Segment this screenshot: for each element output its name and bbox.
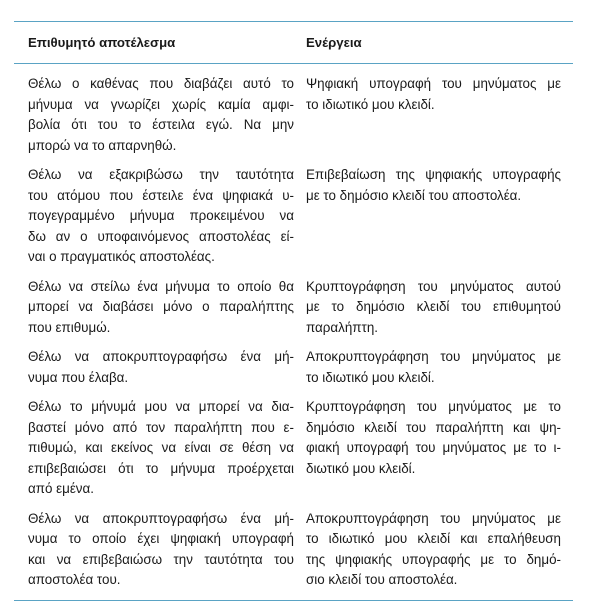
table-row <box>14 347 573 388</box>
action-cell <box>294 277 573 339</box>
action-cell <box>294 509 573 591</box>
action-line: Κρυπτογράφηση του μηνύματος με το <box>306 399 561 414</box>
action-line: Αποκρυπτογράφηση του μηνύματος με <box>306 510 561 526</box>
action-line: με το δημόσιο κλειδί του επιθυμητού <box>306 299 561 314</box>
table-row <box>14 277 573 339</box>
action-line: παραλήπτη. <box>306 319 378 335</box>
signature-actions-table <box>14 21 573 601</box>
action-line: διωτικό μου κλειδί. <box>306 460 416 476</box>
action-line: το ιδιωτικό μου κλειδί. <box>306 369 435 385</box>
outcome-line: που επιθυμώ. <box>28 319 111 335</box>
action-line: Κρυπτογράφηση του μηνύματος αυτού <box>306 278 561 294</box>
action-line: της ψηφιακής υπογραφής με το δημό- <box>306 551 561 567</box>
outcome-line: Θέλω να αποκρυπτογραφήσω ένα μή- <box>28 510 294 526</box>
outcome-line: του ατόμου που έστειλε ένα ψηφιακά υ- <box>28 187 294 203</box>
action-line: με το δημόσιο κλειδί του αποστολέα. <box>306 187 522 203</box>
action-line: σιο κλειδί του αποστολέα. <box>306 572 458 587</box>
outcome-line: δω αν ο υποφαινόμενος αποστολέας εί- <box>28 228 294 244</box>
outcome-cell <box>14 509 294 591</box>
outcome-line: μπορώ να το απαρνηθώ. <box>28 137 177 153</box>
outcome-line: νυμα που έλαβα. <box>28 369 129 385</box>
action-cell <box>294 397 573 500</box>
outcome-line: μπορεί να διαβάσει μόνο ο παραλήπτης <box>28 299 294 314</box>
action-line: δημόσιο κλειδί του παραλήπτη και ψη- <box>306 419 561 435</box>
action-line: το ιδιωτικό μου κλειδί και επαλήθευση <box>306 531 561 546</box>
table-row <box>14 397 573 500</box>
outcome-line: βαστεί μόνο από τον παραλήπτη που ε- <box>28 419 294 435</box>
action-line: Ψηφιακή υπογραφή του μηνύματος με <box>306 76 561 91</box>
outcome-line: Θέλω να στείλω ένα μήνυμα το οποίο θα <box>28 278 294 294</box>
outcome-line: πογεγραμμένο μήνυμα προκειμένου να <box>28 208 294 223</box>
table-bottom-rule <box>14 600 573 601</box>
table-row <box>14 165 573 268</box>
action-line: Επιβεβαίωση της ψηφιακής υπογραφής <box>306 167 561 182</box>
outcome-line: βολία ότι του το έστειλα εγώ. Να μην <box>28 117 294 132</box>
action-line: το ιδιωτικό μου κλειδί. <box>306 96 435 112</box>
table-body <box>14 74 573 591</box>
action-cell <box>294 74 573 156</box>
outcome-line: από εμένα. <box>28 481 94 496</box>
outcome-cell <box>14 165 294 268</box>
table-header-rule <box>14 63 573 64</box>
outcome-cell <box>14 347 294 388</box>
outcome-cell <box>14 74 294 156</box>
outcome-line: Θέλω να εξακριβώσω την ταυτότητα <box>28 167 294 182</box>
outcome-line: μήνυμα να γνωρίζει χωρίς καμία αμφι- <box>28 96 294 112</box>
outcome-cell <box>14 397 294 500</box>
outcome-line: Θέλω να αποκρυπτογραφήσω ένα μή- <box>28 349 294 364</box>
table-row <box>14 74 573 156</box>
header-action: Ενέργεια <box>306 35 362 50</box>
action-cell <box>294 165 573 268</box>
outcome-line: επιβεβαιώσει ότι το μήνυμα προέρχεται <box>28 460 294 476</box>
action-cell <box>294 347 573 388</box>
outcome-line: Θέλω ο καθένας που διαβάζει αυτό το <box>28 76 294 91</box>
outcome-line: Θέλω το μήνυμά μου να μπορεί να δια- <box>28 399 294 414</box>
action-line: Αποκρυπτογράφηση του μηνύματος με <box>306 349 561 364</box>
outcome-cell <box>14 277 294 339</box>
table-header-row <box>14 22 573 63</box>
outcome-line: ναι ο πραγματικός αποστολέας. <box>28 249 215 264</box>
outcome-line: και να επιβεβαιώσω την ταυτότητα του <box>28 551 294 567</box>
outcome-line: αποστολέα του. <box>28 572 121 587</box>
table-row <box>14 509 573 591</box>
action-line: φιακή υπογραφή του μηνύματος με το ι- <box>306 440 561 455</box>
outcome-line: πιθυμώ, και εκείνος να είναι σε θέση να <box>28 440 294 455</box>
header-outcome: Επιθυμητό αποτέλεσμα <box>28 35 176 50</box>
outcome-line: νυμα το οποίο έχει ψηφιακή υπογραφή <box>28 531 294 546</box>
